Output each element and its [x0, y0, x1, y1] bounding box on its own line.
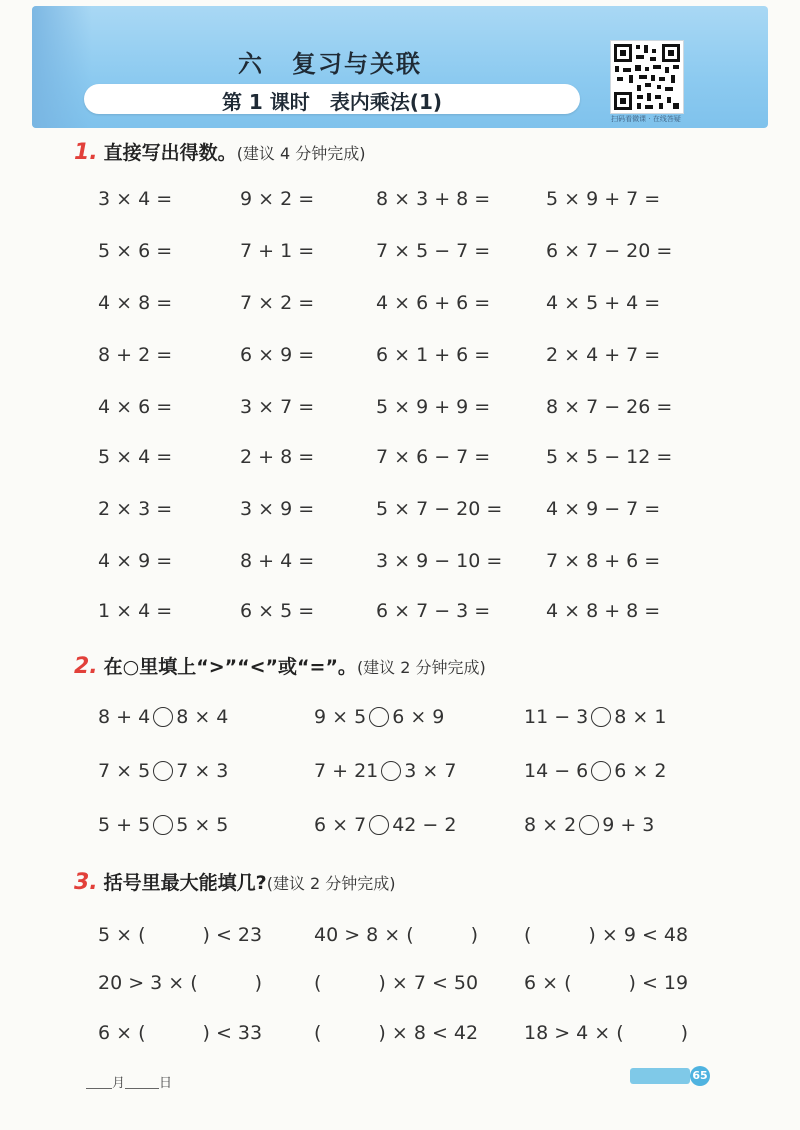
problem-row — [0, 550, 800, 580]
compare-row — [0, 706, 800, 736]
section-1-title: 直接写出得数。 — [103, 142, 237, 164]
problem: 5 × 5 − 12 = — [546, 446, 673, 468]
answer-circle[interactable] — [579, 815, 599, 835]
problem: 4 × 8 = — [98, 292, 173, 314]
section-3-number: 3. — [74, 870, 98, 895]
problem-row — [0, 396, 800, 426]
problem-row — [0, 240, 800, 270]
compare-right: 42 − 2 — [392, 814, 457, 836]
problem: 6 × 1 + 6 = — [376, 344, 491, 366]
problem: 2 × 4 + 7 = — [546, 344, 661, 366]
compare-right: 3 × 7 — [404, 760, 457, 782]
unit-name: 复习与关联 — [292, 50, 422, 78]
answer-circle[interactable] — [369, 815, 389, 835]
compare-item — [314, 706, 444, 728]
compare-left: 14 − 6 — [524, 760, 589, 782]
section-3-title: 括号里最大能填几? — [103, 872, 267, 894]
problem: 4 × 9 − 7 = — [546, 498, 661, 520]
page-tab — [630, 1068, 690, 1084]
unit-title — [200, 44, 460, 79]
answer-circle[interactable] — [153, 707, 173, 727]
fill-problem[interactable]: ( ) × 7 < 50 — [314, 972, 479, 994]
problem: 3 × 9 = — [240, 498, 315, 520]
problem-row — [0, 446, 800, 476]
section-1-heading — [74, 138, 366, 165]
date-field — [86, 1072, 172, 1091]
fill-problem[interactable]: 18 > 4 × ( ) — [524, 1022, 689, 1044]
month-blank[interactable] — [86, 1088, 112, 1089]
problem: 5 × 9 + 7 = — [546, 188, 661, 210]
section-2-title: 在○里填上“>”“<”或“=”。 — [103, 656, 357, 678]
problem: 7 × 8 + 6 = — [546, 550, 661, 572]
compare-right: 8 × 1 — [614, 706, 667, 728]
problem-row — [0, 600, 800, 630]
compare-left: 5 + 5 — [98, 814, 151, 836]
problem: 4 × 9 = — [98, 550, 173, 572]
answer-circle[interactable] — [153, 761, 173, 781]
section-2-number: 2. — [74, 654, 98, 679]
section-1-hint: (建议 4 分钟完成) — [236, 144, 366, 163]
lesson-name: 表内乘法(1) — [329, 90, 443, 114]
day-blank[interactable] — [125, 1088, 159, 1089]
problem: 5 × 6 = — [98, 240, 173, 262]
compare-item — [98, 760, 228, 782]
answer-circle[interactable] — [153, 815, 173, 835]
fill-problem[interactable]: 40 > 8 × ( ) — [314, 924, 479, 946]
compare-left: 11 − 3 — [524, 706, 589, 728]
problem: 5 × 9 + 9 = — [376, 396, 491, 418]
fill-problem[interactable]: ( ) × 9 < 48 — [524, 924, 689, 946]
compare-left: 6 × 7 — [314, 814, 367, 836]
month-label: 月 — [112, 1076, 126, 1091]
section-3-hint: (建议 2 分钟完成) — [266, 874, 396, 893]
problem: 4 × 6 = — [98, 396, 173, 418]
compare-right: 5 × 5 — [176, 814, 229, 836]
fill-problem[interactable]: ( ) × 8 < 42 — [314, 1022, 479, 1044]
answer-circle[interactable] — [381, 761, 401, 781]
compare-item — [524, 706, 666, 728]
compare-right: 8 × 4 — [176, 706, 229, 728]
problem: 1 × 4 = — [98, 600, 173, 622]
problem: 4 × 5 + 4 = — [546, 292, 661, 314]
fill-problem[interactable]: 6 × ( ) < 19 — [524, 972, 689, 994]
problem: 2 + 8 = — [240, 446, 315, 468]
problem: 8 + 2 = — [98, 344, 173, 366]
problem: 8 × 7 − 26 = — [546, 396, 673, 418]
problem: 7 + 1 = — [240, 240, 315, 262]
compare-item — [524, 814, 654, 836]
answer-circle[interactable] — [591, 707, 611, 727]
unit-number: 六 — [238, 50, 264, 78]
compare-right: 7 × 3 — [176, 760, 229, 782]
problem-row — [0, 498, 800, 528]
compare-left: 8 + 4 — [98, 706, 151, 728]
lesson-bar — [84, 84, 580, 114]
qr-caption: 扫码看微课 · 在线答疑 — [611, 115, 681, 123]
qr-code-icon[interactable] — [610, 40, 684, 114]
problem-row — [0, 344, 800, 374]
problem: 4 × 6 + 6 = — [376, 292, 491, 314]
compare-item — [98, 706, 228, 728]
problem: 5 × 7 − 20 = — [376, 498, 503, 520]
problem: 6 × 7 − 3 = — [376, 600, 491, 622]
problem: 4 × 8 + 8 = — [546, 600, 661, 622]
compare-item — [524, 760, 666, 782]
page-number: 65 — [690, 1066, 710, 1086]
problem: 7 × 5 − 7 = — [376, 240, 491, 262]
problem: 3 × 7 = — [240, 396, 315, 418]
problem-row — [0, 292, 800, 322]
problem: 6 × 5 = — [240, 600, 315, 622]
qr-code-graphic — [611, 41, 683, 113]
compare-item — [98, 814, 228, 836]
compare-left: 7 × 5 — [98, 760, 151, 782]
problem: 5 × 4 = — [98, 446, 173, 468]
compare-right: 9 + 3 — [602, 814, 655, 836]
compare-right: 6 × 2 — [614, 760, 667, 782]
compare-right: 6 × 9 — [392, 706, 445, 728]
fill-problem[interactable]: 20 > 3 × ( ) — [98, 972, 263, 994]
problem-row — [0, 188, 800, 218]
problem: 8 + 4 = — [240, 550, 315, 572]
problem: 3 × 9 − 10 = — [376, 550, 503, 572]
compare-left: 8 × 2 — [524, 814, 577, 836]
fill-row — [0, 968, 800, 998]
section-2-heading — [74, 652, 486, 679]
problem: 7 × 2 = — [240, 292, 315, 314]
fill-problem[interactable]: 6 × ( ) < 33 — [98, 1022, 263, 1044]
problem: 8 × 3 + 8 = — [376, 188, 491, 210]
day-label: 日 — [159, 1076, 173, 1091]
banner-shade — [32, 6, 92, 128]
problem: 6 × 7 − 20 = — [546, 240, 673, 262]
section-2-hint: (建议 2 分钟完成) — [356, 658, 486, 677]
fill-problem[interactable]: 5 × ( ) < 23 — [98, 924, 263, 946]
lesson-number: 第 1 课时 — [221, 90, 310, 114]
compare-left: 9 × 5 — [314, 706, 367, 728]
problem: 3 × 4 = — [98, 188, 173, 210]
answer-circle[interactable] — [591, 761, 611, 781]
answer-circle[interactable] — [369, 707, 389, 727]
compare-item — [314, 814, 456, 836]
problem: 9 × 2 = — [240, 188, 315, 210]
section-3-heading — [74, 868, 396, 895]
problem: 2 × 3 = — [98, 498, 173, 520]
fill-row — [0, 1018, 800, 1048]
compare-item — [314, 760, 456, 782]
lesson-title — [84, 86, 580, 115]
compare-row — [0, 814, 800, 844]
problem: 6 × 9 = — [240, 344, 315, 366]
compare-row — [0, 760, 800, 790]
problem: 7 × 6 − 7 = — [376, 446, 491, 468]
section-1-number: 1. — [74, 140, 98, 165]
compare-left: 7 + 21 — [314, 760, 379, 782]
fill-row — [0, 920, 800, 950]
